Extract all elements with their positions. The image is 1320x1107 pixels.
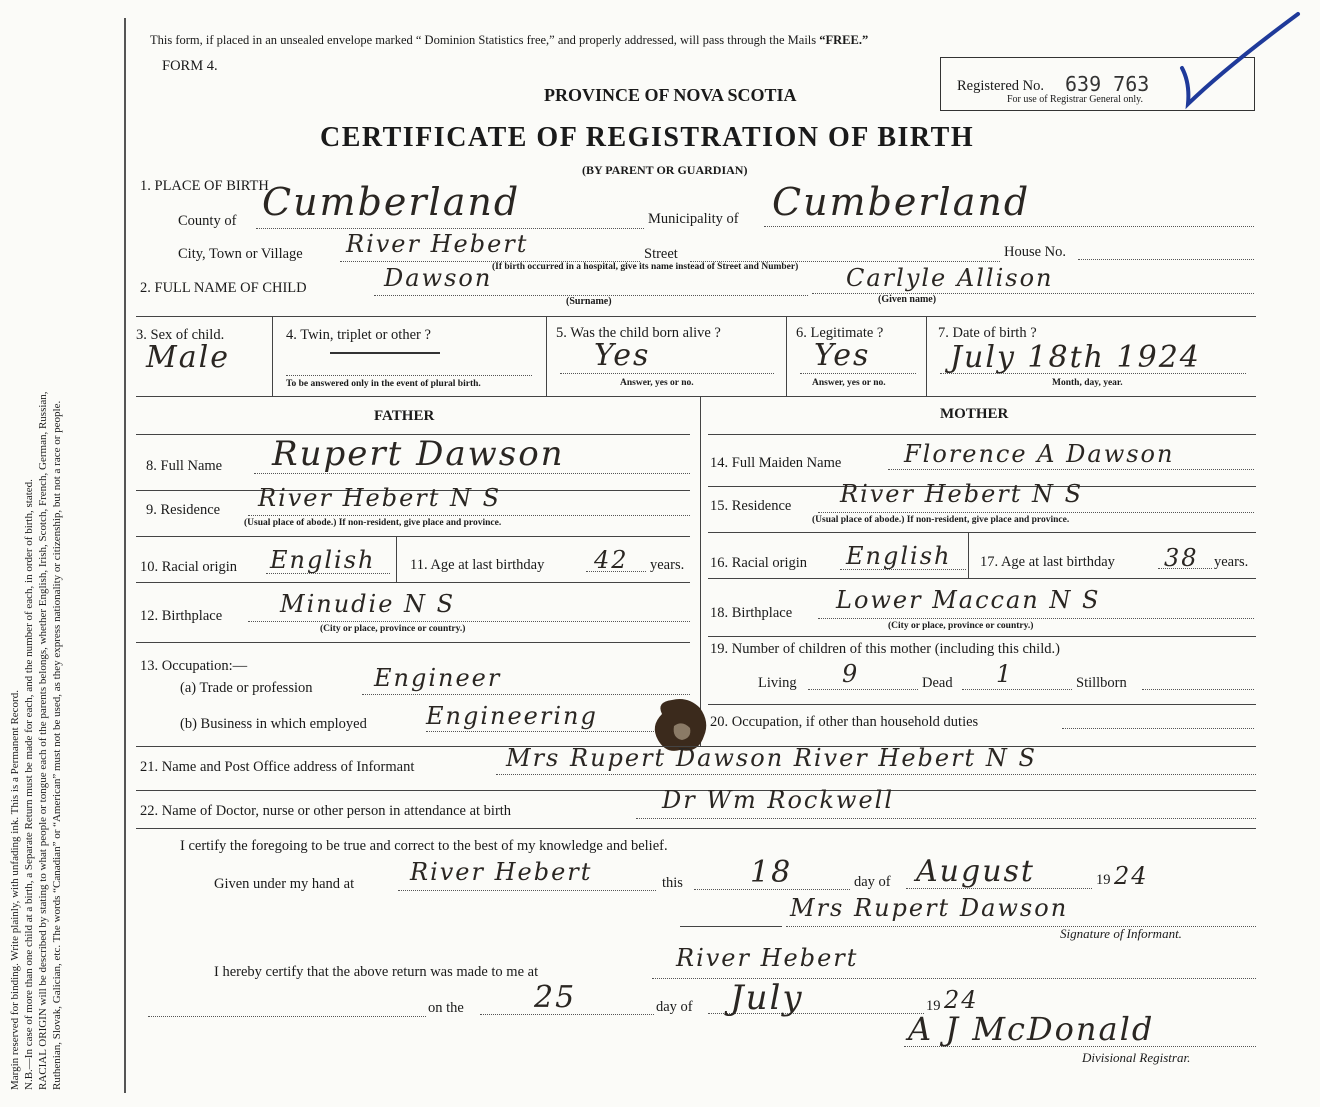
informant-signature: Mrs Rupert Dawson — [790, 894, 1069, 922]
mother-birthplace-value: Lower Maccan N S — [836, 586, 1101, 614]
father-birthplace-label: 12. Birthplace — [140, 608, 223, 624]
mother-birthplace-note: (City or place, province or country.) — [888, 621, 1034, 631]
father-residence-note: (Usual place of abode.) If non-resident, give place and province. — [244, 518, 502, 528]
informant-label: 21. Name and Post Office address of Informant — [140, 759, 415, 775]
place-of-birth-label: 1. PLACE OF BIRTH — [140, 178, 269, 194]
given-place-value: River Hebert — [410, 858, 593, 886]
twin-note: To be answered only in the event of plural birth. — [286, 379, 481, 389]
margin-line-1: Margin reserved for binding. Write plainly, with unfading ink. This is a Permanent Record. — [9, 690, 21, 1090]
municipality-value: Cumberland — [772, 180, 1031, 224]
living-value: 9 — [842, 660, 860, 688]
informant-value: Mrs Rupert Dawson River Hebert N S — [506, 744, 1037, 772]
municipality-label: Municipality of — [648, 211, 739, 227]
father-race-label: 10. Racial origin — [140, 559, 238, 575]
dead-value: 1 — [996, 660, 1014, 688]
father-trade-value: Engineer — [374, 664, 502, 692]
mother-residence-label: 15. Residence — [710, 498, 792, 514]
hospital-note: (If birth occurred in a hospital, give its name instead of Street and Number) — [492, 262, 799, 272]
father-birthplace-value: Minudie N S — [280, 590, 456, 618]
mother-age-label: 17. Age at last birthday — [980, 554, 1115, 570]
father-age-label: 11. Age at last birthday — [410, 557, 545, 573]
living-label: Living — [758, 675, 797, 691]
mail-notice — [150, 33, 868, 48]
mother-residence-value: River Hebert N S — [840, 480, 1084, 508]
mother-occupation-label: 20. Occupation, if other than household duties — [710, 714, 979, 730]
margin-line-4: Ruthenian, Slovak, Galician, etc. The words “Canadian” or “American” must not be used, as they express nationality or citizenship, but not a race or people. — [51, 400, 63, 1090]
margin-instructions — [8, 10, 64, 1090]
dob-note: Month, day, year. — [1052, 378, 1123, 388]
father-business-value: Engineering — [426, 702, 598, 730]
street-label: Street — [644, 246, 678, 262]
binding-margin-rule — [124, 18, 126, 1093]
page-title: CERTIFICATE OF REGISTRATION OF BIRTH — [320, 122, 975, 153]
certify-day-value: 18 — [750, 855, 793, 890]
dob-label: 7. Date of birth ? — [938, 325, 1037, 341]
city-label: City, Town or Village — [178, 246, 303, 262]
legitimate-label: 6. Legitimate ? — [796, 325, 884, 341]
certify-year-value: 24 — [1114, 862, 1149, 890]
surname-caption: (Surname) — [566, 296, 612, 307]
alive-label: 5. Was the child born alive ? — [556, 325, 721, 341]
alive-value: Yes — [594, 338, 651, 373]
registrar-dayof-label: day of — [656, 999, 693, 1015]
sex-label: 3. Sex of child. — [136, 327, 225, 343]
county-value: Cumberland — [262, 180, 521, 224]
province-heading: PROVINCE OF NOVA SCOTIA — [544, 85, 797, 105]
certify-year-prefix: 19 — [1096, 872, 1111, 888]
county-label: County of — [178, 213, 237, 229]
child-name-label: 2. FULL NAME OF CHILD — [140, 280, 307, 296]
twin-dash — [330, 352, 440, 354]
this-label: this — [662, 875, 683, 891]
margin-line-3: RACIAL ORIGIN will be described by stating to what people or tongue each of the parents belongs, whether English, Irish, Scotch, French, German, Russian, — [37, 391, 49, 1090]
father-business-label: (b) Business in which employed — [180, 716, 367, 732]
alive-note: Answer, yes or no. — [620, 378, 694, 388]
father-name-label: 8. Full Name — [146, 458, 223, 474]
father-trade-label: (a) Trade or profession — [180, 680, 313, 696]
doctor-label: 22. Name of Doctor, nurse or other person in attendance at birth — [140, 803, 512, 819]
registered-number: 639 763 — [1065, 72, 1150, 96]
registrar-onthe-label: on the — [428, 1000, 464, 1016]
mother-heading: MOTHER — [940, 406, 1009, 422]
given-name-caption: (Given name) — [878, 294, 937, 305]
registrar-day-value: 25 — [534, 980, 577, 1015]
city-value: River Hebert — [346, 230, 529, 258]
registrar-signature: A J McDonald — [908, 1010, 1155, 1048]
mother-race-label: 16. Racial origin — [710, 555, 808, 571]
house-number-label: House No. — [1004, 244, 1067, 260]
mother-years-label: years. — [1214, 554, 1249, 570]
father-residence-value: River Hebert N S — [258, 484, 502, 512]
father-residence-label: 9. Residence — [146, 502, 221, 518]
dead-label: Dead — [922, 675, 953, 691]
twin-label: 4. Twin, triplet or other ? — [286, 327, 431, 343]
registrar-month-value: July — [730, 978, 804, 1018]
certify-month-value: August — [916, 854, 1035, 889]
mother-children-label: 19. Number of children of this mother (including this child.) — [710, 641, 1060, 657]
sex-value: Male — [146, 340, 230, 375]
registrar-year-prefix: 19 — [926, 998, 941, 1014]
registered-label: Registered No. — [957, 78, 1044, 94]
mother-race-value: English — [846, 542, 952, 570]
father-birthplace-note: (City or place, province or country.) — [320, 624, 466, 634]
informant-signature-caption: Signature of Informant. — [1060, 926, 1182, 941]
stillborn-label: Stillborn — [1076, 675, 1127, 691]
registrar-note: For use of Registrar General only. — [1007, 94, 1143, 105]
mother-name-value: Florence A Dawson — [904, 440, 1175, 468]
registrar-signature-caption: Divisional Registrar. — [1082, 1050, 1191, 1065]
father-occupation-label: 13. Occupation:— — [140, 658, 248, 674]
legitimate-value: Yes — [814, 338, 871, 373]
mother-birthplace-label: 18. Birthplace — [710, 605, 793, 621]
father-heading: FATHER — [374, 408, 435, 424]
certify-dayof-label: day of — [854, 874, 891, 890]
mother-age-value: 38 — [1164, 544, 1199, 572]
child-surname-value: Dawson — [384, 264, 493, 292]
registrar-place-value: River Hebert — [676, 944, 859, 972]
mother-name-label: 14. Full Maiden Name — [710, 455, 842, 471]
doctor-value: Dr Wm Rockwell — [662, 786, 894, 814]
given-under-label: Given under my hand at — [214, 876, 355, 892]
dob-value: July 18th 1924 — [950, 340, 1201, 375]
form-number: FORM 4. — [162, 58, 218, 74]
father-race-value: English — [270, 546, 376, 574]
father-years-label: years. — [650, 557, 685, 573]
check-mark-icon — [1170, 8, 1310, 118]
child-given-value: Carlyle Allison — [846, 264, 1054, 292]
registrar-year-value: 24 — [944, 986, 979, 1014]
registrar-statement: I hereby certify that the above return was made to me at — [214, 964, 539, 980]
father-name-value: Rupert Dawson — [272, 434, 565, 474]
mail-notice-free: “FREE.” — [819, 33, 869, 47]
page-subtitle: (BY PARENT OR GUARDIAN) — [582, 163, 748, 177]
certify-statement: I certify the foregoing to be true and correct to the best of my knowledge and belief. — [180, 838, 668, 854]
margin-line-2: N.B.—In case of more than one child at a birth, a Separate Return must be made for each, and the number of each, in order of birth, stated. — [23, 479, 35, 1090]
father-age-value: 42 — [594, 546, 629, 574]
legitimate-note: Answer, yes or no. — [812, 378, 886, 388]
mother-residence-note: (Usual place of abode.) If non-resident, give place and province. — [812, 515, 1070, 525]
mail-notice-text: This form, if placed in an unsealed envelope marked “ Dominion Statistics free,” and properly addressed, will pass through the Mails — [150, 33, 817, 47]
